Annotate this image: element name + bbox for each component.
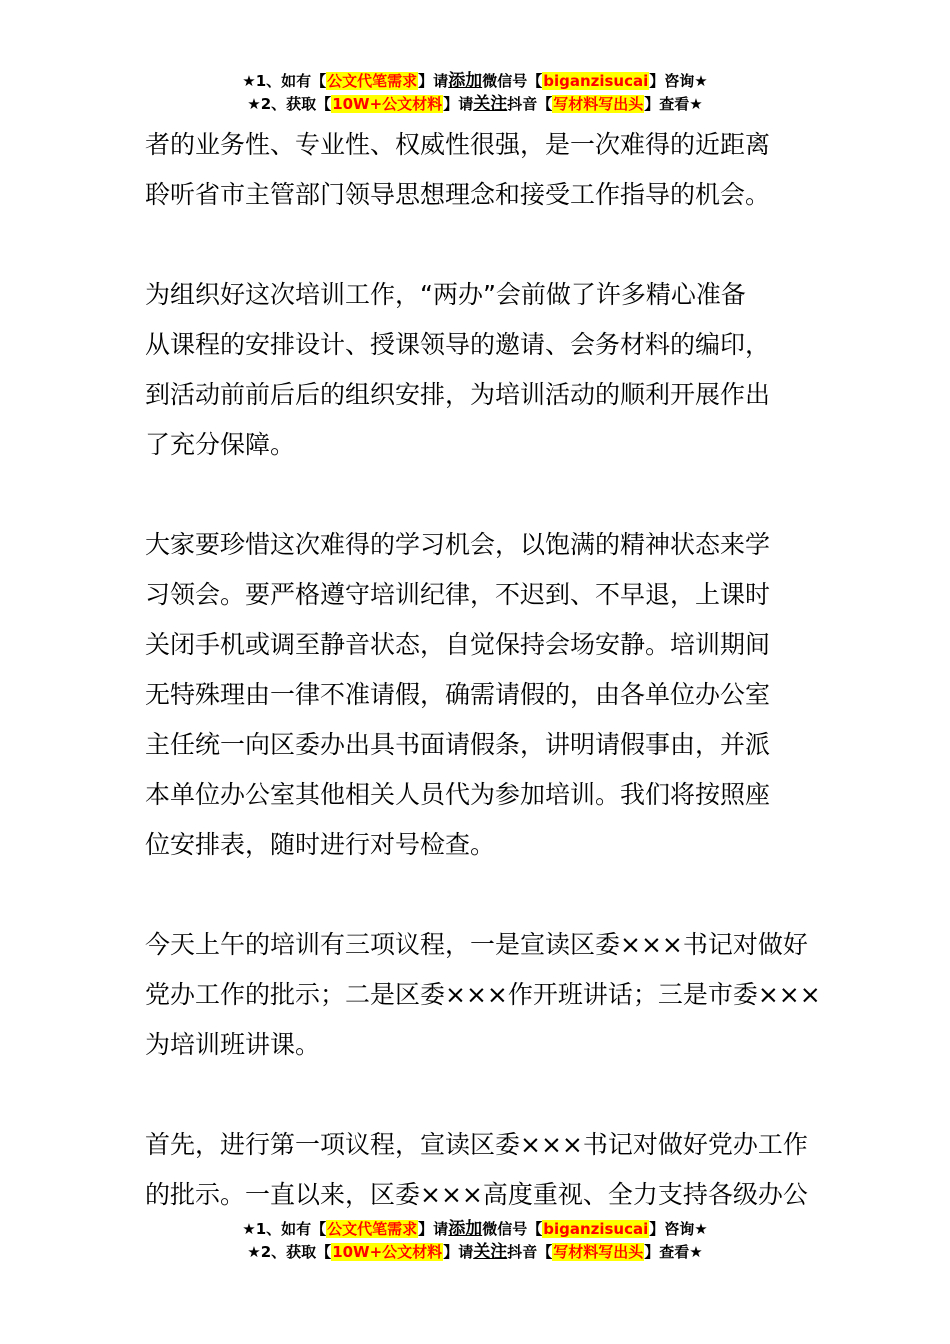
banner-line-2 bbox=[0, 1241, 950, 1264]
banner-line-2 bbox=[0, 93, 950, 116]
text-line: 今天上午的培训有三项议程，一是宣读区委×××书记对做好 bbox=[145, 930, 808, 959]
text-line: 聆听省市主管部门领导思想理念和接受工作指导的机会。 bbox=[145, 180, 771, 209]
text-line: 大家要珍惜这次难得的学习机会，以饱满的精神状态来学 bbox=[145, 530, 771, 559]
banner-highlight: 公文代笔需求 bbox=[327, 1220, 418, 1238]
banner-highlight: 写材料写出头 bbox=[553, 1243, 644, 1261]
footer-banner bbox=[0, 1218, 950, 1264]
banner-text: 】请 bbox=[418, 72, 449, 90]
paragraph bbox=[145, 1120, 815, 1220]
banner-text: ★2、获取【 bbox=[247, 1243, 332, 1261]
text-line: 从课程的安排设计、授课领导的邀请、会务材料的编印， bbox=[145, 330, 771, 359]
banner-text: ★1、如有【 bbox=[242, 72, 327, 90]
banner-text: 】查看★ bbox=[644, 95, 703, 113]
banner-line-1 bbox=[0, 1218, 950, 1241]
text-line: 的批示。一直以来，区委×××高度重视、全力支持各级办公 bbox=[145, 1180, 808, 1209]
text-line: 位安排表，随时进行对号检查。 bbox=[145, 830, 496, 859]
paragraph bbox=[145, 120, 815, 220]
paragraph bbox=[145, 270, 815, 470]
banner-underlined: 添加 bbox=[448, 71, 483, 91]
text-line: 习领会。要严格遵守培训纪律，不迟到、不早退，上课时 bbox=[145, 580, 771, 609]
banner-line-1 bbox=[0, 70, 950, 93]
text-line: 关闭手机或调至静音状态，自觉保持会场安静。培训期间 bbox=[145, 630, 771, 659]
banner-highlight: 公文代笔需求 bbox=[327, 72, 418, 90]
banner-text: 】咨询★ bbox=[649, 72, 708, 90]
banner-text: 】请 bbox=[443, 1243, 474, 1261]
banner-text: 微信号【 bbox=[482, 72, 543, 90]
banner-text: 抖音【 bbox=[507, 95, 553, 113]
banner-text: ★2、获取【 bbox=[247, 95, 332, 113]
text-line: 为培训班讲课。 bbox=[145, 1030, 321, 1059]
banner-text: 】请 bbox=[443, 95, 474, 113]
text-line: 首先，进行第一项议程，宣读区委×××书记对做好党办工作 bbox=[145, 1130, 808, 1159]
banner-underlined: 添加 bbox=[448, 1219, 483, 1239]
text-line: 主任统一向区委办出具书面请假条，讲明请假事由，并派 bbox=[145, 730, 771, 759]
banner-text: 抖音【 bbox=[507, 1243, 553, 1261]
text-line: 了充分保障。 bbox=[145, 430, 296, 459]
banner-highlight: 10W+公文材料 bbox=[332, 95, 443, 113]
banner-underlined: 关注 bbox=[473, 94, 508, 114]
banner-text: 】查看★ bbox=[644, 1243, 703, 1261]
text-line: 者的业务性、专业性、权威性很强，是一次难得的近距离 bbox=[145, 130, 771, 159]
text-line: 无特殊理由一律不准请假，确需请假的，由各单位办公室 bbox=[145, 680, 771, 709]
text-line: 党办工作的批示；二是区委×××作开班讲话；三是市委××× bbox=[145, 980, 821, 1009]
paragraph bbox=[145, 920, 821, 1070]
banner-text: 】咨询★ bbox=[649, 1220, 708, 1238]
paragraph bbox=[145, 520, 815, 870]
banner-text: 】请 bbox=[418, 1220, 449, 1238]
banner-text: ★1、如有【 bbox=[242, 1220, 327, 1238]
text-line: 到活动前前后后的组织安排，为培训活动的顺利开展作出 bbox=[145, 380, 771, 409]
header-banner bbox=[0, 70, 950, 116]
banner-text: 微信号【 bbox=[482, 1220, 543, 1238]
banner-highlight: 写材料写出头 bbox=[553, 95, 644, 113]
banner-highlight: biganzisucai bbox=[543, 1220, 649, 1238]
banner-highlight: 10W+公文材料 bbox=[332, 1243, 443, 1261]
text-line: 本单位办公室其他相关人员代为参加培训。我们将按照座 bbox=[145, 780, 771, 809]
banner-underlined: 关注 bbox=[473, 1242, 508, 1262]
text-line: 为组织好这次培训工作，“两办”会前做了许多精心准备 bbox=[145, 280, 746, 309]
banner-highlight: biganzisucai bbox=[543, 72, 649, 90]
document-body bbox=[145, 120, 821, 1270]
